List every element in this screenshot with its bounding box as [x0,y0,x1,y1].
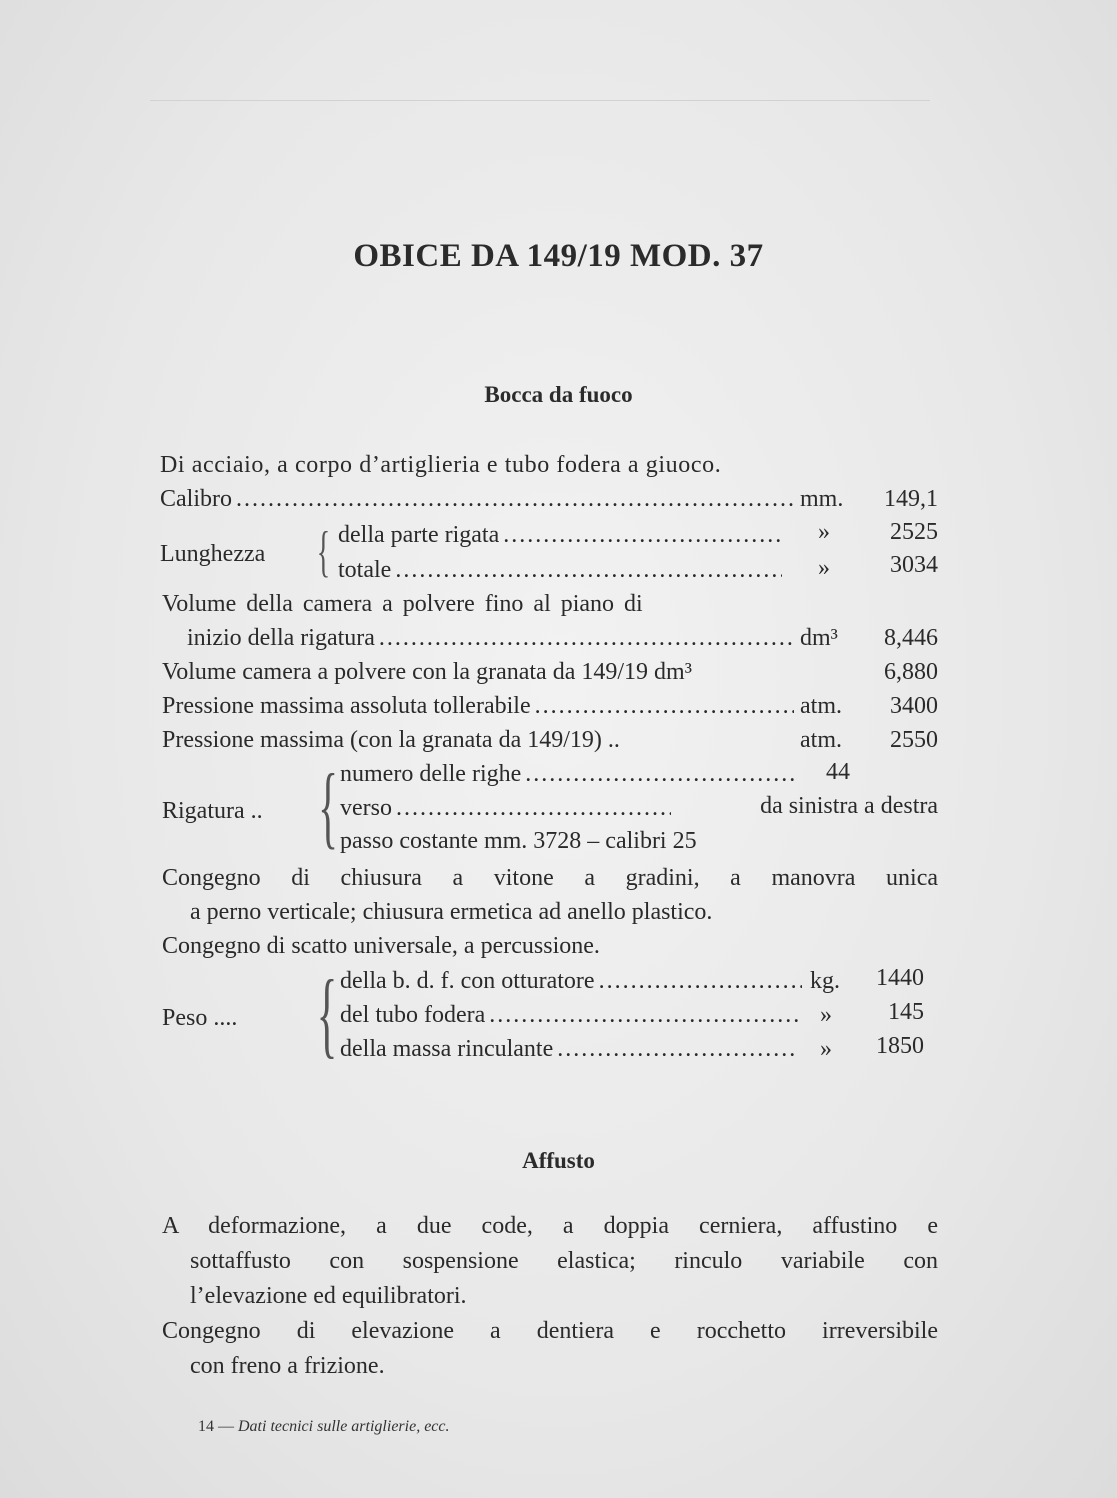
calibro-value: 149,1 [884,486,938,512]
lunghezza-rigata-unit: » [818,519,830,545]
rigatura-verso-row [340,796,675,820]
leader-dots [379,626,795,650]
page-footer [198,1418,450,1436]
calibro-label: Calibro [160,486,232,512]
leader-dots [503,523,782,547]
peso-bdf-unit: kg. [810,968,840,994]
pressione2-label: Pressione massima (con la granata da 149/19) .. [162,727,620,753]
peso-massa-value: 1850 [876,1033,924,1059]
rigatura-numero-label: numero delle righe [340,761,522,787]
peso-bdf-row [340,969,806,993]
leader-dots [395,558,782,582]
peso-bdf-value: 1440 [876,965,924,991]
leader-dots [236,487,796,511]
volume-line2-row [187,626,799,650]
volume-line1: Volume della camera a polvere fino al piano di [162,591,643,617]
peso-tubo-label: del tubo fodera [340,1002,486,1028]
footer-dash: — [218,1418,234,1435]
leader-dots [525,762,796,786]
leader-dots [557,1037,798,1061]
scatto-line: Congegno di scatto universale, a percussione. [162,933,600,959]
rigatura-passo: passo costante mm. 3728 – calibri 25 [340,828,697,854]
volume-line2: inizio della rigatura [187,625,375,651]
volume2-label: Volume camera a polvere con la granata da 149/19 dm³ [162,659,692,685]
leader-dots [599,969,802,993]
chiusura-line1: Congegno di chiusura a vitone a gradini, a manovra unica [162,865,938,891]
brace: { [318,755,339,857]
rigatura-verso-label: verso [340,795,392,821]
lunghezza-label: Lunghezza [160,541,266,567]
lunghezza-totale-value: 3034 [890,552,938,578]
footer-text: Dati tecnici sulle artiglierie, ecc. [238,1418,450,1435]
peso-tubo-value: 145 [888,999,924,1025]
section-heading-affusto: Affusto [522,1148,595,1173]
chiusura-line2: a perno verticale; chiusura ermetica ad anello plastico. [190,899,713,925]
volume2-value: 6,880 [884,659,938,685]
leader-dots [535,694,794,718]
pressione1-label: Pressione massima assoluta tollerabile [162,693,531,719]
lunghezza-totale-row [338,558,786,582]
leader-dots [489,1003,798,1027]
page-title: OBICE DA 149/19 MOD. 37 [353,238,764,274]
leader-dots [396,796,671,820]
pressione2-unit: atm. [800,727,842,753]
calibro-unit: mm. [800,486,844,512]
bleed-through-rule [150,100,930,101]
affusto-p1-line1: A deformazione, a due code, a doppia cerniera, affustino e [162,1213,938,1239]
peso-label: Peso .... [162,1005,238,1031]
volume1-value: 8,446 [884,625,938,651]
intro-text: Di acciaio, a corpo d’artiglieria e tubo fodera a giuoco. [160,452,722,478]
peso-tubo-row [340,1003,802,1027]
affusto-p2-line1: Congegno di elevazione a dentiera e rocchetto irreversibile [162,1318,938,1344]
peso-bdf-label: della b. d. f. con otturatore [340,968,595,994]
peso-massa-label: della massa rinculante [340,1036,554,1062]
affusto-p1-line3: l’elevazione ed equilibratori. [190,1283,467,1309]
rigatura-numero-value: 44 [826,759,850,785]
rigatura-numero-row [340,762,800,786]
lunghezza-rigata-value: 2525 [890,519,938,545]
pressione1-unit: atm. [800,693,842,719]
pressione2-value: 2550 [890,727,938,753]
peso-massa-row [340,1037,802,1061]
lunghezza-totale-label: totale [338,557,392,583]
affusto-p1-line2: sottaffusto con sospensione elastica; rinculo variabile con [190,1248,938,1274]
lunghezza-totale-unit: » [818,555,830,581]
calibro-row [160,487,800,511]
section-heading-bocca: Bocca da fuoco [484,382,633,407]
footer-number: 14 [198,1418,214,1435]
rigatura-label: Rigatura .. [162,798,263,824]
lunghezza-rigata-label: della parte rigata [338,522,500,548]
brace: { [316,521,331,583]
pressione1-value: 3400 [890,693,938,719]
brace: { [316,960,338,1067]
pressione1-row [162,694,798,718]
affusto-p2-line2: con freno a frizione. [190,1353,385,1379]
volume1-unit: dm³ [800,625,838,651]
lunghezza-rigata-row [338,523,786,547]
peso-tubo-unit: » [820,1002,832,1028]
peso-massa-unit: » [820,1036,832,1062]
rigatura-verso-value: da sinistra a destra [760,793,938,819]
